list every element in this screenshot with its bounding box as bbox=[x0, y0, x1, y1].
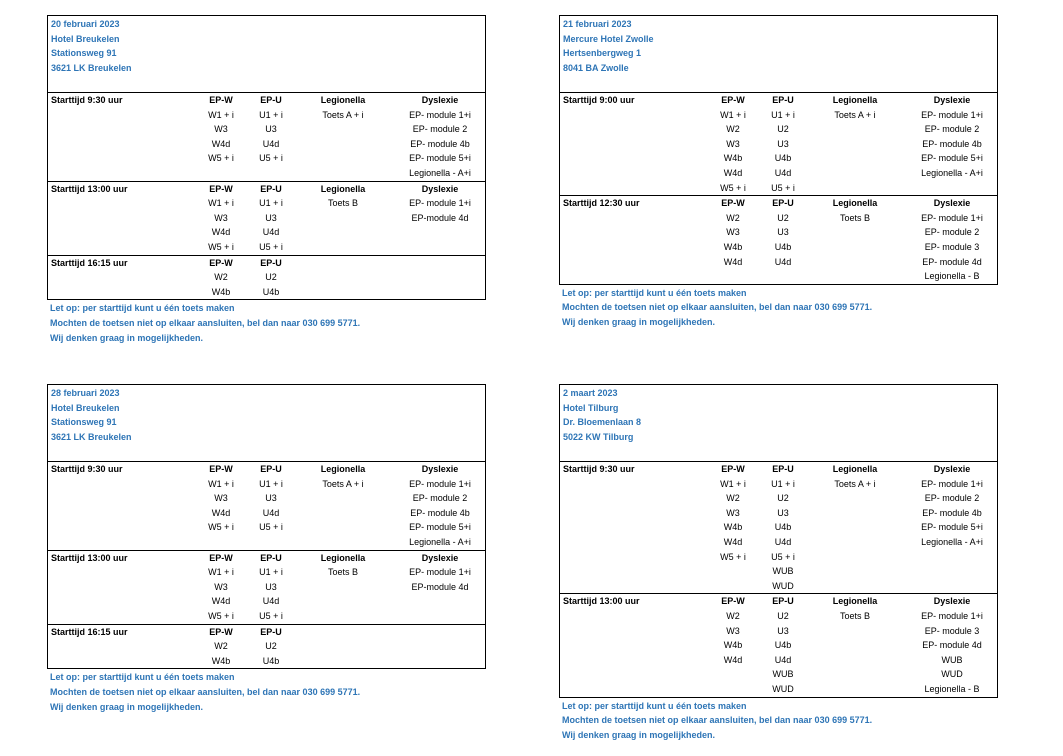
header-hotel-name: Hotel Breukelen bbox=[51, 402, 120, 413]
column-header: Dyslexie bbox=[933, 198, 971, 209]
exam-cell: EP- module 1+i bbox=[409, 109, 471, 120]
exam-cell: EP- module 4b bbox=[410, 507, 470, 518]
schedule-box bbox=[47, 384, 486, 669]
header-street-address: Hertsenbergweg 1 bbox=[563, 48, 642, 59]
column-header: Legionella bbox=[832, 464, 878, 474]
session-block bbox=[560, 593, 997, 696]
column-header: Legionella bbox=[832, 198, 878, 209]
header-street-address: Dr. Bloemenlaan 8 bbox=[563, 417, 642, 428]
header-street-address: Stationsweg 91 bbox=[51, 48, 117, 59]
start-time: Starttijd 13:00 uur bbox=[51, 183, 128, 194]
column-header: EP-U bbox=[772, 198, 794, 209]
note-line: Let op: per starttijd kunt u één toets maken bbox=[562, 287, 747, 298]
session-header-row bbox=[48, 182, 485, 197]
exam-cell: EP- module 1+i bbox=[921, 109, 983, 120]
schedule-box bbox=[559, 15, 998, 285]
column-header: Dyslexie bbox=[933, 95, 971, 105]
start-time: Starttijd 16:15 uur bbox=[51, 626, 128, 637]
exam-row bbox=[48, 285, 485, 300]
session-header-row bbox=[48, 462, 485, 477]
column-header: EP-U bbox=[260, 626, 282, 637]
session-block bbox=[48, 181, 485, 255]
exam-cell: U3 bbox=[777, 507, 789, 518]
exam-cell: EP-module 4d bbox=[411, 581, 469, 592]
exam-cell: EP- module 4b bbox=[410, 138, 470, 149]
exam-cell: EP- module 4d bbox=[922, 640, 982, 651]
header-date: 20 februari 2023 bbox=[51, 19, 120, 29]
header-hotel-name: Hotel Tilburg bbox=[563, 402, 619, 413]
exam-row bbox=[560, 506, 997, 521]
exam-cell: EP- module 2 bbox=[412, 124, 468, 135]
location-header bbox=[560, 16, 997, 93]
exam-row bbox=[48, 594, 485, 609]
exam-row bbox=[48, 166, 485, 181]
exam-cell: WUB bbox=[772, 566, 794, 577]
exam-row bbox=[560, 240, 997, 255]
exam-cell: U4b bbox=[774, 522, 792, 533]
exam-cell: U1 + i bbox=[259, 478, 283, 489]
column-header: EP-W bbox=[209, 552, 233, 563]
session-header-row bbox=[48, 625, 485, 640]
column-header: EP-W bbox=[721, 198, 745, 209]
exam-cell: W4d bbox=[211, 138, 231, 149]
exam-cell: W4b bbox=[723, 153, 743, 164]
exam-row bbox=[48, 580, 485, 595]
exam-cell: W4b bbox=[211, 286, 231, 297]
exam-cell: W3 bbox=[214, 493, 228, 504]
exam-cell: W4b bbox=[723, 522, 743, 533]
exam-cell: EP- module 2 bbox=[924, 493, 980, 504]
header-street-address: Stationsweg 91 bbox=[51, 417, 117, 428]
exam-cell: U2 bbox=[777, 610, 789, 621]
column-header: EP-W bbox=[721, 95, 745, 105]
exam-cell: U4d bbox=[262, 507, 280, 518]
exam-cell: U4b bbox=[262, 655, 280, 666]
exam-cell: W5 + i bbox=[720, 551, 746, 562]
exam-cell: WUB bbox=[772, 669, 794, 680]
column-header: EP-W bbox=[721, 464, 745, 474]
schedule-panel-28-feb bbox=[47, 384, 486, 714]
column-header: Dyslexie bbox=[421, 183, 459, 194]
exam-cell: W2 bbox=[726, 212, 740, 223]
exam-cell: EP- module 1+i bbox=[921, 212, 983, 223]
note-line: Let op: per starttijd kunt u één toets maken bbox=[50, 672, 235, 683]
exam-cell: W3 bbox=[214, 581, 228, 592]
start-time: Starttijd 9:30 uur bbox=[563, 464, 635, 474]
column-header: EP-W bbox=[209, 257, 233, 268]
start-time: Starttijd 9:30 uur bbox=[51, 95, 123, 105]
exam-row bbox=[48, 225, 485, 240]
exam-row bbox=[48, 137, 485, 152]
exam-cell: Toets A + i bbox=[322, 109, 364, 120]
column-header: EP-W bbox=[209, 626, 233, 637]
column-header: Dyslexie bbox=[421, 464, 459, 474]
exam-cell: U4b bbox=[262, 286, 280, 297]
exam-row bbox=[48, 565, 485, 580]
exam-cell: EP- module 1+i bbox=[921, 610, 983, 621]
exam-row bbox=[560, 682, 997, 697]
exam-cell: U1 + i bbox=[771, 109, 795, 120]
exam-row bbox=[560, 225, 997, 240]
exam-cell: EP- module 4d bbox=[922, 256, 982, 267]
note-line: Wij denken graag in mogelijkheden. bbox=[562, 316, 715, 327]
exam-cell: W1 + i bbox=[208, 109, 234, 120]
exam-cell: W4b bbox=[211, 655, 231, 666]
notes-block bbox=[47, 670, 486, 714]
session-block bbox=[560, 462, 997, 593]
exam-cell: Toets A + i bbox=[834, 478, 876, 489]
start-time: Starttijd 13:00 uur bbox=[51, 552, 128, 563]
exam-row bbox=[560, 137, 997, 152]
session-header-row bbox=[560, 462, 997, 477]
exam-cell: U3 bbox=[777, 138, 789, 149]
exam-cell: EP- module 2 bbox=[412, 493, 468, 504]
session-block bbox=[48, 255, 485, 300]
note-line: Wij denken graag in mogelijkheden. bbox=[562, 729, 715, 740]
exam-row bbox=[48, 609, 485, 624]
exam-cell: U1 + i bbox=[771, 478, 795, 489]
exam-cell: U4b bbox=[774, 640, 792, 651]
exam-cell: W2 bbox=[214, 272, 228, 283]
column-header: Legionella bbox=[832, 596, 878, 607]
exam-row bbox=[560, 151, 997, 166]
exam-row bbox=[560, 211, 997, 226]
exam-cell: W5 + i bbox=[208, 241, 234, 252]
exam-cell: EP- module 1+i bbox=[409, 567, 471, 578]
column-header: EP-U bbox=[260, 552, 282, 563]
exam-cell: U3 bbox=[265, 124, 277, 135]
exam-row bbox=[560, 255, 997, 270]
exam-cell: EP- module 2 bbox=[924, 124, 980, 135]
exam-cell: WUD bbox=[941, 669, 963, 680]
exam-cell: Legionella - B bbox=[924, 271, 980, 282]
schedule-panel-21-feb bbox=[559, 15, 998, 330]
session-block bbox=[48, 624, 485, 669]
exam-cell: W4d bbox=[723, 167, 743, 178]
exam-cell: W4d bbox=[211, 227, 231, 238]
exam-cell: U5 + i bbox=[259, 522, 283, 533]
note-line: Wij denken graag in mogelijkheden. bbox=[50, 701, 203, 712]
exam-cell: U5 + i bbox=[771, 551, 795, 562]
note-line: Mochten de toetsen niet op elkaar aansluiten, bel dan naar 030 699 5771. bbox=[562, 715, 873, 726]
exam-cell: U4d bbox=[774, 256, 792, 267]
exam-cell: W3 bbox=[726, 227, 740, 238]
exam-row bbox=[560, 477, 997, 492]
exam-cell: W1 + i bbox=[208, 478, 234, 489]
exam-cell: WUD bbox=[772, 580, 794, 591]
start-time: Starttijd 9:00 uur bbox=[563, 95, 635, 105]
column-header: EP-U bbox=[772, 464, 794, 474]
exam-cell: U2 bbox=[265, 272, 277, 283]
exam-row bbox=[48, 240, 485, 255]
session-block bbox=[48, 550, 485, 624]
exam-row bbox=[48, 211, 485, 226]
exam-row bbox=[560, 491, 997, 506]
exam-cell: W5 + i bbox=[720, 182, 746, 193]
column-header: Dyslexie bbox=[933, 596, 971, 607]
exam-cell: W4d bbox=[211, 507, 231, 518]
exam-cell: Toets B bbox=[839, 212, 870, 223]
exam-row bbox=[48, 639, 485, 654]
exam-cell: EP- module 5+i bbox=[409, 153, 471, 164]
start-time: Starttijd 16:15 uur bbox=[51, 257, 128, 268]
exam-cell: Legionella - A+i bbox=[921, 167, 983, 178]
exam-cell: W3 bbox=[726, 625, 740, 636]
notes-block bbox=[559, 286, 998, 330]
start-time: Starttijd 13:00 uur bbox=[563, 596, 640, 607]
schedule-box bbox=[559, 384, 998, 698]
exam-cell: W4b bbox=[723, 241, 743, 252]
column-header: EP-W bbox=[209, 183, 233, 194]
exam-row bbox=[560, 535, 997, 550]
exam-cell: U3 bbox=[265, 581, 277, 592]
exam-row bbox=[560, 520, 997, 535]
exam-cell: Toets B bbox=[327, 198, 358, 209]
exam-cell: U2 bbox=[265, 641, 277, 652]
column-header: Dyslexie bbox=[933, 464, 971, 474]
session-block bbox=[560, 195, 997, 284]
exam-cell: Toets A + i bbox=[322, 478, 364, 489]
exam-row bbox=[560, 166, 997, 181]
exam-row bbox=[48, 491, 485, 506]
column-header: EP-U bbox=[260, 257, 282, 268]
exam-cell: U1 + i bbox=[259, 109, 283, 120]
exam-cell: Legionella - A+i bbox=[409, 167, 471, 178]
exam-row bbox=[48, 654, 485, 669]
column-header: EP-U bbox=[260, 183, 282, 194]
exam-cell: Toets B bbox=[327, 567, 358, 578]
column-header: Dyslexie bbox=[421, 552, 459, 563]
session-header-row bbox=[48, 256, 485, 271]
note-line: Mochten de toetsen niet op elkaar aansluiten, bel dan naar 030 699 5771. bbox=[50, 686, 361, 697]
exam-row bbox=[560, 564, 997, 579]
exam-cell: W5 + i bbox=[208, 610, 234, 621]
session-header-row bbox=[48, 93, 485, 108]
exam-cell: W4d bbox=[723, 654, 743, 665]
start-time: Starttijd 9:30 uur bbox=[51, 464, 123, 474]
exam-row bbox=[48, 196, 485, 211]
exam-cell: EP- module 3 bbox=[924, 625, 980, 636]
header-date: 2 maart 2023 bbox=[563, 388, 618, 398]
exam-cell: WUB bbox=[941, 654, 963, 665]
column-header: EP-U bbox=[260, 95, 282, 105]
exam-row bbox=[560, 269, 997, 284]
note-line: Let op: per starttijd kunt u één toets maken bbox=[50, 303, 235, 314]
exam-row bbox=[560, 579, 997, 594]
exam-row bbox=[48, 122, 485, 137]
session-header-row bbox=[560, 594, 997, 609]
exam-cell: U5 + i bbox=[259, 241, 283, 252]
note-line: Mochten de toetsen niet op elkaar aansluiten, bel dan naar 030 699 5771. bbox=[50, 317, 361, 328]
header-postal-city: 8041 BA Zwolle bbox=[563, 62, 629, 73]
exam-cell: U1 + i bbox=[259, 198, 283, 209]
column-header: Legionella bbox=[320, 183, 366, 194]
exam-cell: W4d bbox=[723, 256, 743, 267]
note-line: Mochten de toetsen niet op elkaar aansluiten, bel dan naar 030 699 5771. bbox=[562, 302, 873, 313]
exam-cell: U5 + i bbox=[259, 610, 283, 621]
exam-cell: U3 bbox=[265, 493, 277, 504]
exam-cell: W2 bbox=[726, 124, 740, 135]
column-header: EP-U bbox=[772, 95, 794, 105]
exam-row bbox=[560, 667, 997, 682]
exam-cell: U2 bbox=[777, 124, 789, 135]
exam-cell: EP- module 5+i bbox=[409, 522, 471, 533]
exam-cell: U3 bbox=[777, 227, 789, 238]
exam-cell: EP- module 1+i bbox=[409, 478, 471, 489]
exam-cell: W3 bbox=[726, 507, 740, 518]
exam-row bbox=[560, 609, 997, 624]
header-date: 21 februari 2023 bbox=[563, 19, 632, 29]
exam-row bbox=[48, 108, 485, 123]
exam-cell: W1 + i bbox=[208, 198, 234, 209]
exam-cell: U4b bbox=[774, 153, 792, 164]
exam-cell: EP- module 2 bbox=[924, 227, 980, 238]
exam-cell: U2 bbox=[777, 212, 789, 223]
column-header: EP-W bbox=[209, 464, 233, 474]
notes-block bbox=[47, 301, 486, 345]
notes-block bbox=[559, 699, 998, 743]
exam-cell: Legionella - B bbox=[924, 683, 980, 694]
location-header bbox=[48, 16, 485, 93]
exam-row bbox=[560, 181, 997, 196]
schedule-panel-20-feb bbox=[47, 15, 486, 345]
session-header-row bbox=[560, 196, 997, 211]
exam-cell: W2 bbox=[726, 610, 740, 621]
exam-cell: W4d bbox=[211, 596, 231, 607]
header-hotel-name: Mercure Hotel Zwolle bbox=[563, 33, 654, 44]
exam-row bbox=[560, 550, 997, 565]
column-header: Legionella bbox=[320, 464, 366, 474]
exam-cell: Toets B bbox=[839, 610, 870, 621]
exam-cell: Legionella - A+i bbox=[921, 536, 983, 547]
column-header: EP-W bbox=[209, 95, 233, 105]
schedule-panel-2-mrt bbox=[559, 384, 998, 742]
exam-cell: U5 + i bbox=[771, 182, 795, 193]
exam-cell: W5 + i bbox=[208, 153, 234, 164]
header-postal-city: 3621 LK Breukelen bbox=[51, 431, 132, 442]
exam-cell: Legionella - A+i bbox=[409, 536, 471, 547]
location-header bbox=[48, 385, 485, 462]
exam-cell: EP- module 5+i bbox=[921, 153, 983, 164]
session-block bbox=[48, 462, 485, 550]
column-header: Legionella bbox=[320, 95, 366, 105]
exam-row bbox=[560, 638, 997, 653]
start-time: Starttijd 12:30 uur bbox=[563, 198, 640, 209]
session-block bbox=[48, 93, 485, 181]
exam-row bbox=[560, 122, 997, 137]
exam-cell: U4d bbox=[262, 138, 280, 149]
header-hotel-name: Hotel Breukelen bbox=[51, 33, 120, 44]
exam-cell: W1 + i bbox=[720, 109, 746, 120]
exam-cell: U5 + i bbox=[259, 153, 283, 164]
exam-cell: W2 bbox=[726, 493, 740, 504]
exam-row bbox=[560, 653, 997, 668]
note-line: Wij denken graag in mogelijkheden. bbox=[50, 332, 203, 343]
exam-cell: U4b bbox=[774, 241, 792, 252]
exam-cell: U2 bbox=[777, 493, 789, 504]
exam-cell: EP- module 1+i bbox=[921, 478, 983, 489]
exam-row bbox=[48, 151, 485, 166]
column-header: Legionella bbox=[832, 95, 878, 105]
exam-cell: W1 + i bbox=[208, 567, 234, 578]
column-header: Dyslexie bbox=[421, 95, 459, 105]
exam-cell: W5 + i bbox=[208, 522, 234, 533]
exam-cell: EP- module 4b bbox=[922, 138, 982, 149]
session-header-row bbox=[48, 551, 485, 566]
session-header-row bbox=[560, 93, 997, 108]
exam-cell: W4b bbox=[723, 640, 743, 651]
column-header: EP-U bbox=[260, 464, 282, 474]
exam-cell: W3 bbox=[214, 124, 228, 135]
exam-row bbox=[48, 535, 485, 550]
exam-cell: U4d bbox=[774, 167, 792, 178]
session-block bbox=[560, 93, 997, 195]
exam-cell: W2 bbox=[214, 641, 228, 652]
exam-cell: EP- module 1+i bbox=[409, 198, 471, 209]
exam-cell: W1 + i bbox=[720, 478, 746, 489]
column-header: Legionella bbox=[320, 552, 366, 563]
exam-row bbox=[48, 270, 485, 285]
exam-row bbox=[48, 506, 485, 521]
exam-cell: U3 bbox=[265, 212, 277, 223]
exam-row bbox=[560, 108, 997, 123]
exam-cell: EP-module 4d bbox=[411, 212, 469, 223]
exam-cell: W3 bbox=[726, 138, 740, 149]
exam-cell: EP- module 5+i bbox=[921, 522, 983, 533]
header-postal-city: 5022 KW Tilburg bbox=[563, 431, 634, 442]
exam-cell: W3 bbox=[214, 212, 228, 223]
column-header: EP-U bbox=[772, 596, 794, 607]
header-date: 28 februari 2023 bbox=[51, 388, 120, 398]
exam-cell: U4d bbox=[774, 654, 792, 665]
column-header: EP-W bbox=[721, 596, 745, 607]
exam-cell: W4d bbox=[723, 536, 743, 547]
exam-cell: EP- module 4b bbox=[922, 507, 982, 518]
exam-cell: EP- module 3 bbox=[924, 241, 980, 252]
exam-cell: U3 bbox=[777, 625, 789, 636]
exam-row bbox=[48, 520, 485, 535]
note-line: Let op: per starttijd kunt u één toets maken bbox=[562, 700, 747, 711]
exam-cell: U1 + i bbox=[259, 567, 283, 578]
exam-row bbox=[560, 624, 997, 639]
location-header bbox=[560, 385, 997, 462]
header-postal-city: 3621 LK Breukelen bbox=[51, 62, 132, 73]
exam-cell: WUD bbox=[772, 683, 794, 694]
exam-cell: Toets A + i bbox=[834, 109, 876, 120]
exam-cell: U4d bbox=[262, 227, 280, 238]
exam-row bbox=[48, 477, 485, 492]
exam-cell: U4d bbox=[774, 536, 792, 547]
schedule-box bbox=[47, 15, 486, 300]
exam-cell: U4d bbox=[262, 596, 280, 607]
